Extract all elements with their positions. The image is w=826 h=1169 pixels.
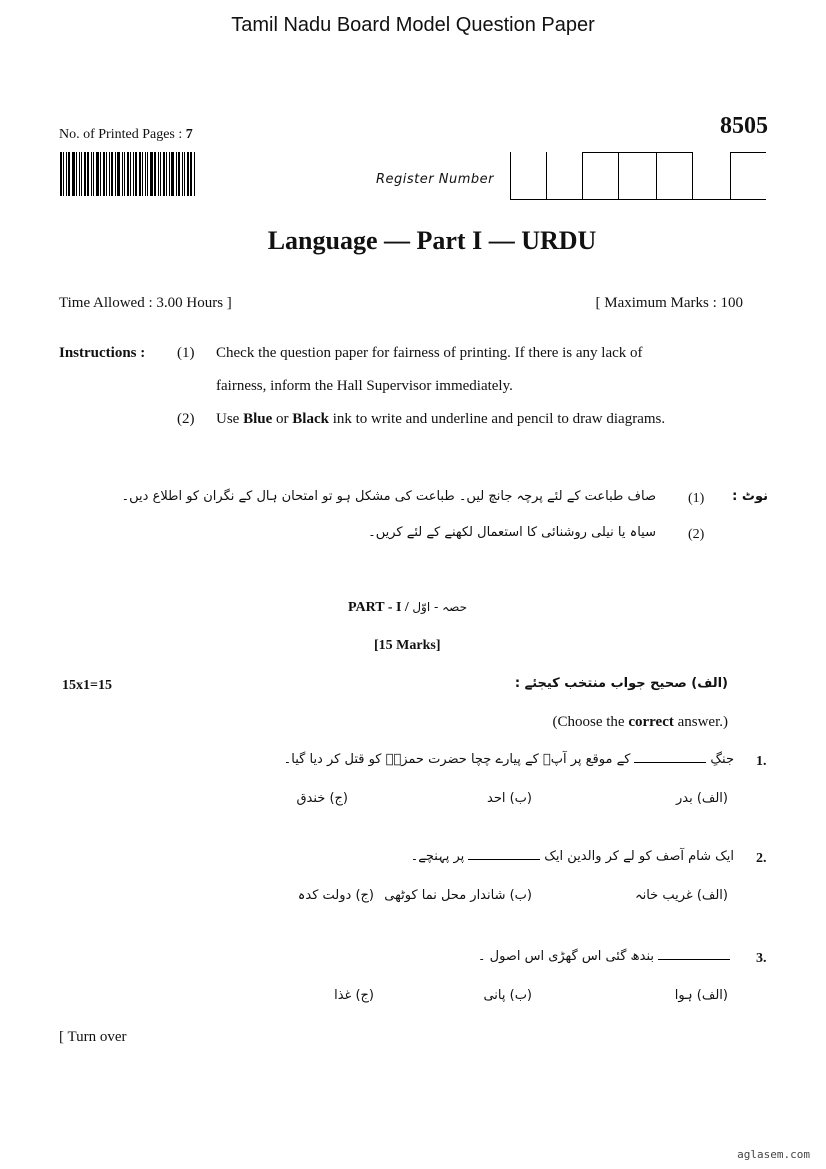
barcode-stripe [117, 152, 120, 196]
printed-pages-label: No. of Printed Pages : [59, 127, 183, 142]
option: (ب) پانی [483, 988, 532, 1003]
choose-instruction [553, 714, 729, 731]
question-text [284, 752, 734, 767]
barcode [60, 152, 196, 196]
question-text-part: بندھ گئی اس گھڑی اس اصول ۔ [477, 949, 654, 964]
question-text [411, 849, 734, 864]
barcode-stripe [139, 152, 141, 196]
instruction-number: (1) [177, 345, 195, 361]
footer-watermark: aglasem.com [737, 1148, 810, 1161]
instruction-emphasis: Black [292, 411, 329, 427]
barcode-stripe [158, 152, 159, 196]
barcode-stripe [111, 152, 113, 196]
barcode-stripe [178, 152, 180, 196]
barcode-stripe [171, 152, 174, 196]
barcode-stripe [145, 152, 146, 196]
urdu-note-number: (2) [688, 527, 705, 542]
maximum-marks: [ Maximum Marks : 100 [595, 295, 743, 311]
barcode-stripe [154, 152, 156, 196]
question-number: 1. [756, 754, 767, 769]
page-banner: Tamil Nadu Board Model Question Paper [231, 14, 595, 36]
question-text-part: پر پہنچے۔ [410, 849, 465, 864]
instruction-text: ink to write and underline and pencil to draw diagrams. [328, 411, 666, 427]
register-number-label: Register Number [376, 172, 494, 187]
option: (ج) غذا [334, 988, 374, 1003]
answer-blank [658, 959, 730, 960]
instructions-label: Instructions : [59, 345, 146, 361]
barcode-stripe [81, 152, 82, 196]
barcode-stripe [147, 152, 148, 196]
urdu-section-instruction: (الف) صحیح جواب منتخب کیجئے : [514, 676, 728, 691]
instruction-text: Use [216, 411, 244, 427]
option: (ب) شاندار محل نما کوٹھی [384, 888, 532, 903]
marks-scheme: 15x1=15 [62, 678, 112, 693]
barcode-stripe [93, 152, 94, 196]
barcode-stripe [91, 152, 92, 196]
option: (الف) بدر [675, 791, 728, 806]
barcode-stripe [66, 152, 67, 196]
barcode-stripe [63, 152, 64, 196]
instruction-item [216, 403, 665, 436]
option: (الف) ہوا [674, 988, 728, 1003]
barcode-stripe [163, 152, 165, 196]
instruction-line: Check the question paper for fairness of printing. If there is any lack of [216, 345, 643, 361]
choose-text: answer.) [673, 714, 728, 730]
question-text-part: جنگِ [710, 752, 734, 767]
barcode-stripe [187, 152, 189, 196]
barcode-stripe [124, 152, 125, 196]
barcode-stripe [194, 152, 195, 196]
question-text [478, 949, 734, 964]
barcode-stripe [133, 152, 134, 196]
option: (ب) احد [487, 791, 532, 806]
barcode-stripe [169, 152, 170, 196]
question-number: 3. [756, 951, 767, 966]
barcode-stripe [109, 152, 110, 196]
barcode-stripe [122, 152, 123, 196]
urdu-note-number: (1) [688, 491, 705, 506]
printed-pages [59, 127, 193, 143]
barcode-stripe [127, 152, 129, 196]
option: (ج) خندق [296, 791, 348, 806]
barcode-stripe [166, 152, 167, 196]
barcode-stripe [115, 152, 116, 196]
register-number-boxes [510, 152, 766, 200]
barcode-stripe [72, 152, 75, 196]
part-marks: [15 Marks] [374, 638, 441, 653]
part-label-urdu: حصہ - اوّل [412, 600, 467, 614]
barcode-stripe [79, 152, 80, 196]
choose-text: (Choose the [552, 714, 629, 730]
question-number: 2. [756, 851, 767, 866]
choose-emphasis: correct [628, 714, 674, 730]
paper-code: 8505 [720, 113, 768, 139]
barcode-stripe [182, 152, 183, 196]
urdu-note-label: نوٹ : [732, 489, 768, 504]
urdu-note-text: صاف طباعت کے لئے پرچہ جانچ لیں۔ طباعت کی مشکل ہو تو امتحان ہال کے نگران کو اطلاع دیں۔ [121, 489, 656, 504]
barcode-stripe [142, 152, 143, 196]
barcode-stripe [135, 152, 137, 196]
barcode-stripe [68, 152, 70, 196]
barcode-stripe [150, 152, 153, 196]
printed-pages-value: 7 [185, 127, 193, 142]
instruction-text: or [272, 411, 293, 427]
question-text-part: کے موقع پر آپؐ کے پیارے چچا حضرت حمزہؓ کو قتل کر دیا گیا۔ [283, 752, 631, 767]
barcode-stripe [130, 152, 131, 196]
time-allowed: Time Allowed : 3.00 Hours ] [59, 295, 232, 311]
barcode-stripe [184, 152, 185, 196]
urdu-note-text: سیاہ یا نیلی روشنائی کا استعمال لکھنے کے لئے کریں۔ [368, 525, 656, 540]
barcode-stripe [87, 152, 89, 196]
barcode-stripe [76, 152, 77, 196]
option: (الف) غریب خانہ [634, 888, 728, 903]
barcode-stripe [100, 152, 101, 196]
barcode-stripe [190, 152, 192, 196]
instruction-item [216, 337, 643, 403]
barcode-stripe [176, 152, 177, 196]
barcode-stripe [103, 152, 105, 196]
instruction-emphasis: Blue [243, 411, 273, 427]
question-text-part: ایک شام آصف کو لے کر والدین ایک [544, 849, 734, 864]
page-title: Language — Part I — URDU [267, 226, 597, 255]
barcode-stripe [160, 152, 161, 196]
barcode-stripe [96, 152, 99, 196]
barcode-stripe [106, 152, 107, 196]
instruction-number: (2) [177, 411, 195, 427]
turn-over: [ Turn over [59, 1029, 127, 1045]
option: (ج) دولت کدہ [297, 888, 374, 903]
answer-blank [634, 762, 706, 763]
part-heading [348, 600, 467, 616]
answer-blank [468, 859, 540, 860]
barcode-stripe [84, 152, 86, 196]
instruction-line: fairness, inform the Hall Supervisor immediately. [216, 378, 513, 394]
barcode-stripe [60, 152, 62, 196]
part-label: PART - I / [348, 600, 409, 615]
